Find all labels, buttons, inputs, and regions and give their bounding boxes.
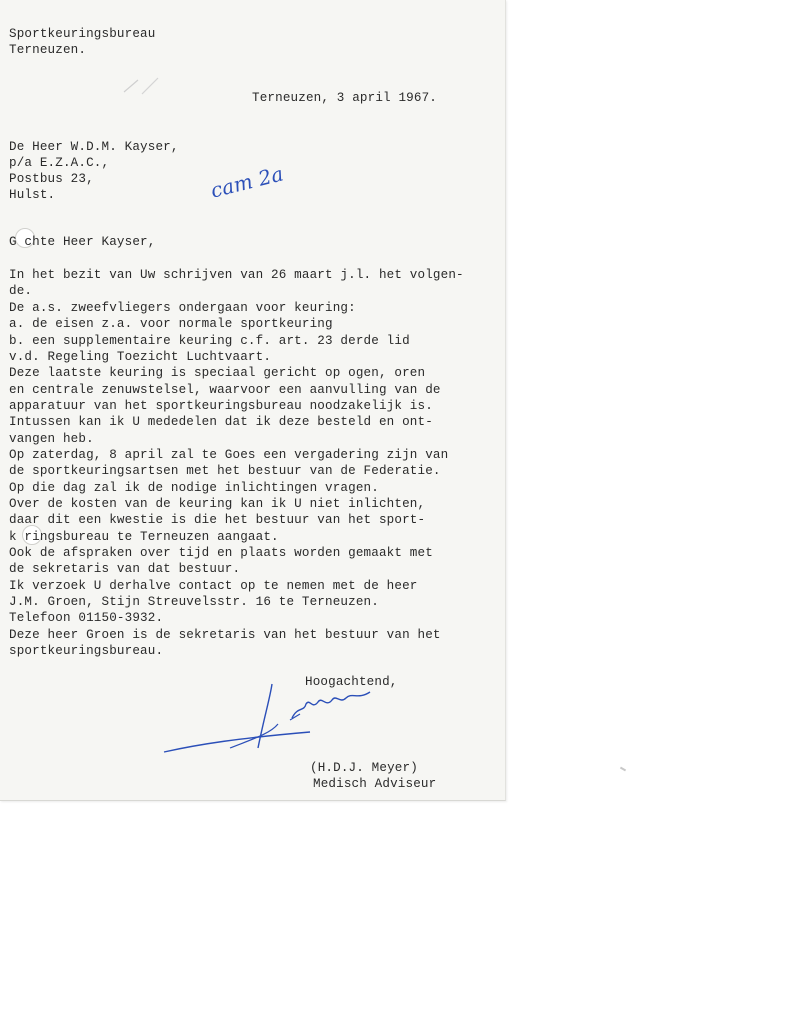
body-line: sportkeuringsbureau. — [9, 644, 164, 658]
body-line: J.M. Groen, Stijn Streuvelsstr. 16 te Terneuzen. — [9, 595, 379, 609]
scan-speck — [620, 767, 626, 772]
body-line: k ringsbureau te Terneuzen aangaat. — [9, 530, 279, 544]
body-line: In het bezit van Uw schrijven van 26 maart j.l. het volgen- — [9, 268, 464, 282]
body-line: Telefoon 01150-3932. — [9, 611, 164, 625]
pencil-marks — [120, 70, 180, 100]
body-line: de sportkeuringsartsen met het bestuur van de Federatie. — [9, 464, 441, 478]
body-line: de sekretaris van dat bestuur. — [9, 562, 241, 576]
body-line: Intussen kan ik U mededelen dat ik deze besteld en ont- — [9, 415, 433, 429]
handwritten-signature — [160, 678, 390, 758]
body-line: de. — [9, 284, 33, 298]
signatory-name: (H.D.J. Meyer) — [310, 761, 418, 775]
body-line: Deze heer Groen is de sekretaris van het bestuur van het — [9, 628, 441, 642]
addressee-line: Postbus 23, — [9, 172, 94, 186]
body-line: vangen heb. — [9, 432, 94, 446]
body-line: a. de eisen z.a. voor normale sportkeuring — [9, 317, 333, 331]
body-line: Op zaterdag, 8 april zal te Goes een vergadering zijn van — [9, 448, 449, 462]
body-line: De a.s. zweefvliegers ondergaan voor keuring: — [9, 301, 356, 315]
body-line: apparatuur van het sportkeuringsbureau noodzakelijk is. — [9, 399, 433, 413]
date-line: Terneuzen, 3 april 1967. — [252, 91, 437, 105]
sender-name: Sportkeuringsbureau — [9, 27, 156, 41]
handwritten-note: cam 2a — [208, 161, 286, 203]
addressee-line: De Heer W.D.M. Kayser, — [9, 140, 179, 154]
body-line: v.d. Regeling Toezicht Luchtvaart. — [9, 350, 272, 364]
addressee-line: Hulst. — [9, 188, 56, 202]
body-line: Ook de afspraken over tijd en plaats worden gemaakt met — [9, 546, 433, 560]
body-line: Op die dag zal ik de nodige inlichtingen vragen. — [9, 481, 379, 495]
body-line: daar dit een kwestie is die het bestuur van het sport- — [9, 513, 426, 527]
signatory-title: Medisch Adviseur — [313, 777, 437, 791]
body-line: Deze laatste keuring is speciaal gericht op ogen, oren — [9, 366, 426, 380]
addressee-line: p/a E.Z.A.C., — [9, 156, 110, 170]
sender-city: Terneuzen. — [9, 43, 87, 57]
body-line: en centrale zenuwstelsel, waarvoor een aanvulling van de — [9, 383, 441, 397]
salutation: G chte Heer Kayser, — [9, 235, 156, 249]
body-line: Ik verzoek U derhalve contact op te nemen met de heer — [9, 579, 418, 593]
body-line: Over de kosten van de keuring kan ik U niet inlichten, — [9, 497, 426, 511]
body-line: b. een supplementaire keuring c.f. art. 23 derde lid — [9, 334, 410, 348]
closing: Hoogachtend, — [305, 675, 398, 689]
